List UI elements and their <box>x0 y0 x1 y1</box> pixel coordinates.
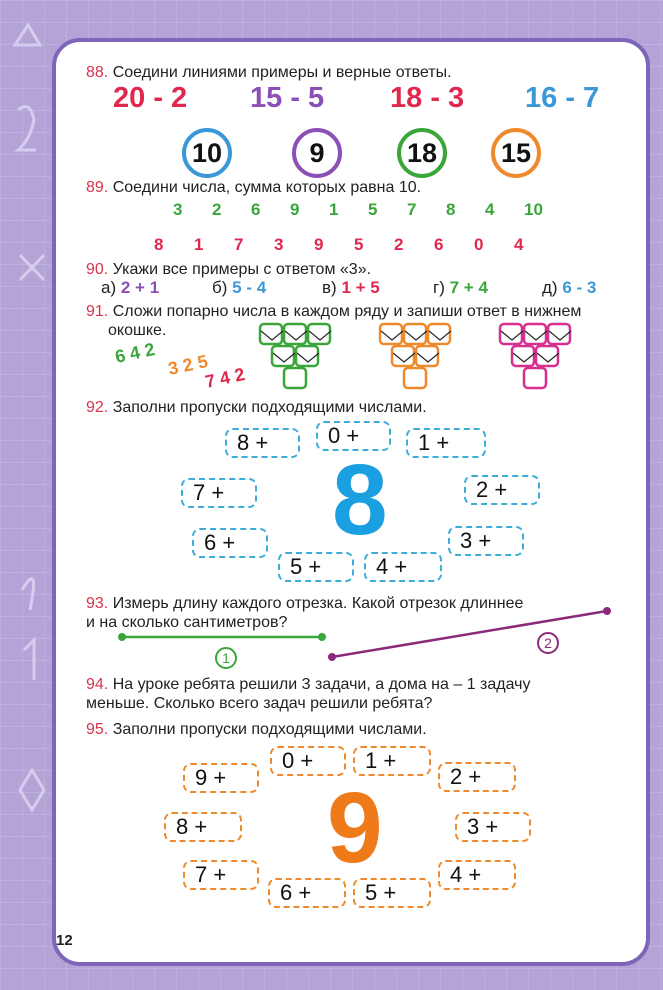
task-92-number: 92. <box>86 399 109 416</box>
row1-digit-8[interactable]: 4 <box>485 200 495 219</box>
number-row-orange: 3 2 5 <box>166 351 210 379</box>
page-number: 12 <box>56 932 73 949</box>
segment-2-end-point <box>603 607 611 615</box>
answer-circle-10[interactable]: 10 <box>182 128 232 178</box>
task-94-line1: На уроке ребята решили 3 задачи, а дома на – 1 задачу <box>112 676 531 693</box>
task-93-number: 93. <box>86 595 109 612</box>
row2-digit-5[interactable]: 5 <box>354 235 364 254</box>
blank-box-1[interactable]: 1 + <box>353 746 431 776</box>
pyramid-2-tick-4 <box>417 353 439 362</box>
pyramid-2-tick-1 <box>405 331 427 340</box>
task-91-line2: окошке. <box>108 322 167 339</box>
blank-box-5[interactable]: 5 + <box>353 878 431 908</box>
pyramid-3-tick-2 <box>549 331 571 340</box>
option-d[interactable] <box>433 278 488 298</box>
task-92-text <box>86 398 427 417</box>
option-a-letter: а) <box>101 278 117 297</box>
row2-digit-9[interactable]: 4 <box>514 235 524 254</box>
pyramid-3-tick-1 <box>525 331 547 340</box>
row2-digit-2[interactable]: 7 <box>234 235 244 254</box>
task-89-number: 89. <box>86 179 109 196</box>
option-c[interactable] <box>322 278 380 298</box>
blank-box-3[interactable]: 3 + <box>455 812 531 842</box>
option-a-expr: 2 + 1 <box>120 278 160 297</box>
option-b-letter: б) <box>212 278 228 297</box>
task-95-text <box>86 720 427 739</box>
expression-2: 15 - 5 <box>250 82 325 114</box>
task-91-text <box>86 302 581 321</box>
pyramid-1-box-5[interactable] <box>284 368 306 388</box>
option-e-expr: 6 - 3 <box>562 278 597 297</box>
row2-digit-0[interactable]: 8 <box>154 235 164 254</box>
blank-box-2[interactable]: 2 + <box>464 475 540 505</box>
task-93-line2: и на сколько сантиметров? <box>86 614 288 631</box>
pyramid-2-tick-3 <box>393 353 415 362</box>
blank-box-8[interactable]: 8 + <box>225 428 300 458</box>
pyramid-1-tick-1 <box>285 331 307 340</box>
task-88-instruction: Соедини линиями примеры и верные ответы. <box>112 64 452 81</box>
pyramid-1-tick-2 <box>309 331 331 340</box>
pyramid-2-tick-2 <box>429 331 451 340</box>
number-row-pink: 7 4 2 <box>203 364 247 392</box>
blank-box-4[interactable]: 4 + <box>364 552 442 582</box>
row2-digit-3[interactable]: 3 <box>274 235 284 254</box>
row2-digit-4[interactable]: 9 <box>314 235 324 254</box>
row1-digit-6[interactable]: 7 <box>407 200 417 219</box>
blank-box-7[interactable]: 7 + <box>181 478 257 508</box>
option-d-letter: г) <box>433 278 445 297</box>
pyramid-1-tick-3 <box>273 353 295 362</box>
task-88-text <box>86 63 452 82</box>
option-e[interactable] <box>542 278 596 298</box>
pyramid-diagrams <box>255 322 585 394</box>
task-95-instruction: Заполни пропуски подходящими числами. <box>112 721 427 738</box>
task-89-text <box>86 178 421 197</box>
blank-box-5[interactable]: 5 + <box>278 552 354 582</box>
blank-box-0[interactable]: 0 + <box>316 421 391 451</box>
blank-box-7[interactable]: 7 + <box>183 860 259 890</box>
pyramid-1-tick-0 <box>261 331 283 340</box>
row2-digit-1[interactable]: 1 <box>194 235 204 254</box>
row1-digit-4[interactable]: 1 <box>329 200 339 219</box>
row2-digit-7[interactable]: 6 <box>434 235 444 254</box>
pyramid-1-tick-4 <box>297 353 319 362</box>
option-c-letter: в) <box>322 278 337 297</box>
row1-digit-3[interactable]: 9 <box>290 200 300 219</box>
option-e-letter: д) <box>542 278 558 297</box>
pyramid-3-box-5[interactable] <box>524 368 546 388</box>
row2-digit-6[interactable]: 2 <box>394 235 404 254</box>
blank-box-9[interactable]: 9 + <box>183 763 259 793</box>
task-91-number: 91. <box>86 303 109 320</box>
expression-3: 18 - 3 <box>390 82 465 114</box>
task-95-number: 95. <box>86 721 109 738</box>
center-number-9: 9 <box>327 772 383 884</box>
expression-1: 20 - 2 <box>113 82 188 114</box>
blank-box-3[interactable]: 3 + <box>448 526 524 556</box>
pyramid-3-tick-0 <box>501 331 523 340</box>
blank-box-6[interactable]: 6 + <box>192 528 268 558</box>
pyramid-2-tick-0 <box>381 331 403 340</box>
task-89-instruction: Соедини числа, сумма которых равна 10. <box>112 179 422 196</box>
blank-box-2[interactable]: 2 + <box>438 762 516 792</box>
option-c-expr: 1 + 5 <box>341 278 380 297</box>
task-90-text <box>86 260 371 279</box>
row1-digit-1[interactable]: 2 <box>212 200 222 219</box>
task-92-instruction: Заполни пропуски подходящими числами. <box>112 399 427 416</box>
row1-digit-9[interactable]: 10 <box>524 200 543 219</box>
task-93-line1: Измерь длину каждого отрезка. Какой отрезок длиннее <box>112 595 524 612</box>
blank-box-8[interactable]: 8 + <box>164 812 242 842</box>
pyramid-2-box-5[interactable] <box>404 368 426 388</box>
segment-1-start-point <box>118 633 126 641</box>
answer-circle-18[interactable]: 18 <box>397 128 447 178</box>
blank-box-6[interactable]: 6 + <box>268 878 346 908</box>
row1-digit-7[interactable]: 8 <box>446 200 456 219</box>
row1-digit-2[interactable]: 6 <box>251 200 261 219</box>
task-90-instruction: Укажи все примеры с ответом «3». <box>112 261 372 278</box>
blank-box-4[interactable]: 4 + <box>438 860 516 890</box>
blank-box-0[interactable]: 0 + <box>270 746 346 776</box>
answer-circle-9[interactable]: 9 <box>292 128 342 178</box>
answer-circle-15[interactable]: 15 <box>491 128 541 178</box>
segment-2-start-point <box>328 653 336 661</box>
task-88-number: 88. <box>86 64 109 81</box>
expression-4: 16 - 7 <box>525 82 600 114</box>
task-94-text <box>86 675 530 694</box>
option-b-expr: 5 - 4 <box>232 278 267 297</box>
option-d-expr: 7 + 4 <box>449 278 488 297</box>
option-b[interactable] <box>212 278 266 298</box>
center-number-8: 8 <box>332 444 388 556</box>
segment-label-1: 1 <box>215 647 237 669</box>
task-91-line1: Сложи попарно числа в каждом ряду и запиши ответ в нижнем <box>112 303 582 320</box>
pyramid-3-tick-4 <box>537 353 559 362</box>
segment-2-line <box>332 611 607 657</box>
blank-box-1[interactable]: 1 + <box>406 428 486 458</box>
row1-digit-0[interactable]: 3 <box>173 200 183 219</box>
pyramid-3-tick-3 <box>513 353 535 362</box>
segment-1-end-point <box>318 633 326 641</box>
number-row-green: 6 4 2 <box>113 339 157 367</box>
task-94-line2: меньше. Сколько всего задач решили ребята? <box>86 695 433 712</box>
option-a[interactable] <box>101 278 159 298</box>
task-90-number: 90. <box>86 261 109 278</box>
segment-label-2: 2 <box>537 632 559 654</box>
row1-digit-5[interactable]: 5 <box>368 200 378 219</box>
task-94-number: 94. <box>86 676 109 693</box>
row2-digit-8[interactable]: 0 <box>474 235 484 254</box>
